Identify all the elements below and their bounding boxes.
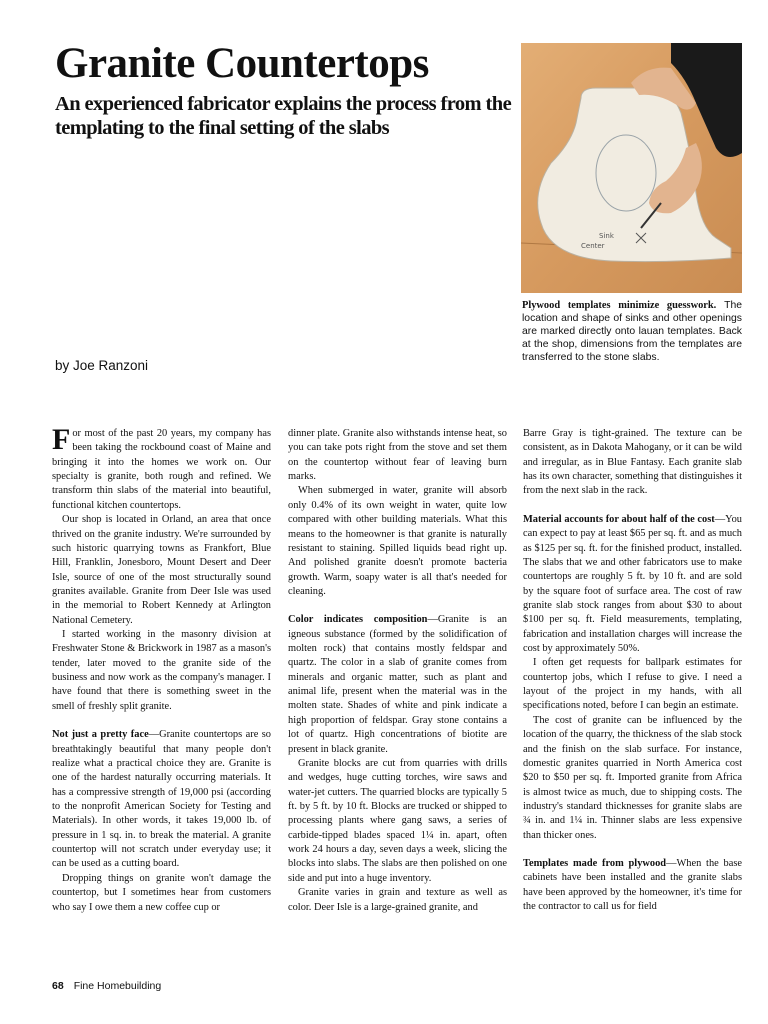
section-heading: Color indicates composition bbox=[288, 614, 428, 626]
page-footer bbox=[52, 980, 161, 992]
paragraph-text: —When the base cabinets have been installed and the granite slabs have been approved by the homeowner, it's time for the contractor to call us for field bbox=[523, 858, 742, 913]
section-paragraph bbox=[52, 728, 271, 872]
paragraph: Granite varies in grain and texture as well as color. Deer Isle is a large-grained granite, and bbox=[288, 887, 507, 913]
column-3 bbox=[523, 427, 742, 915]
paragraph: When submerged in water, granite will absorb only 0.4% of its own weight in water, quite low compared with other building materials. What this means to the homeowner is that granite is naturally resistant to staining. Spilled liquids bead right up. And polished granite doesn't promote bacteria growth. Warm, soapy water is all that's needed for cleaning. bbox=[288, 485, 507, 597]
paragraph bbox=[52, 423, 271, 513]
section-heading: Material accounts for about half of the cost bbox=[523, 513, 715, 525]
paragraph: dinner plate. Granite also withstands intense heat, so you can take pots right from the stove and set them on the countertop without fear of leaving burn marks. bbox=[288, 428, 507, 483]
paragraph: The cost of granite can be influenced by the location of the quarry, the thickness of the slab stock and the finish on the slab surface. For instance, domestic granites quarried in North America cost $20 to $50 per sq. ft. Imported granite from Africa is almost twice as much, due to shipping costs. The industry's standard thicknesses for granite slabs are ¾ in. and 1¼ in. Thinner slabs are less expensive than thicker ones. bbox=[523, 714, 742, 841]
template-mark-sink: Sink bbox=[599, 232, 614, 240]
article-subtitle: An experienced fabricator explains the process from the templating to the final setting of the slabs bbox=[55, 93, 512, 140]
paragraph: Dropping things on granite won't damage the countertop, but I sometimes hear from customers who say I owe them a new coffee cup or bbox=[52, 872, 271, 913]
paragraph-text: —Granite is an igneous substance (formed by the solidification of molten rock) that contains mostly feldspar and quartz. The color in a slab of granite comes from minerals and organic matter, such as plant and animal life, present when the material was in the molten state. Shades of white and pink indicate a high proportion of feldspar. Gray stone contains a lot of quartz. High concentrations of biotite are present in black granite. bbox=[288, 614, 508, 755]
paragraph-text: —You can expect to pay at least $65 per sq. ft. and as much as $125 per sq. ft. for the finished product, installed. The slabs that we and other fabricators use to make countertops are roughly 5 ft. by 10 ft. and are sold by the square foot of surface area. The cost of raw granite slab stock ranges from about $30 to about $100 per sq. ft. Field measurements, templating, fabrication and installation charges will increase the cost by approximately 50%. bbox=[523, 513, 742, 655]
paragraph-text: —Granite countertops are so breathtakingly beautiful that many people don't realize what a practical choice they are. Granite is one of the hardest naturally occurring materials. It has a compressive strength of 19,000 psi (according to the nonprofit American Society for Testing and Materials). In other words, it takes 19,000 lb. of pressure in 1 sq. in. to break the material. A granite countertop will not scratch under everyday use; it can be used as a cutting board. bbox=[52, 729, 271, 870]
page-number: 68 bbox=[52, 980, 64, 992]
caption-body: The location and shape of sinks and other openings are marked directly onto lauan templates. Back at the shop, dimensions from the templates are transferred to the stone slabs. bbox=[522, 300, 742, 363]
drop-cap: F bbox=[52, 423, 71, 456]
section-paragraph bbox=[523, 857, 742, 914]
byline: by Joe Ranzoni bbox=[55, 358, 149, 373]
section-heading: Not just a pretty face bbox=[52, 729, 149, 741]
template-mark-center: Center bbox=[581, 242, 605, 250]
photo-illustration bbox=[521, 43, 742, 293]
photo-plywood-template bbox=[521, 43, 742, 293]
paragraph: I often get requests for ballpark estimates for countertop jobs, which I refuse to give. I need a layout of the project in my hands, with all specifications noted, before I can begin an estimate. bbox=[523, 657, 742, 712]
photo-caption bbox=[522, 299, 742, 364]
column-2 bbox=[288, 427, 507, 915]
magazine-name: Fine Homebuilding bbox=[73, 980, 162, 992]
column-1 bbox=[52, 423, 271, 915]
article-title: Granite Countertops bbox=[55, 40, 429, 87]
section-heading: Templates made from plywood bbox=[523, 858, 667, 870]
paragraph: I started working in the masonry division at Freshwater Stone & Brickwork in 1987 as a mason's tender, later moved to the granite side of the business and now work as the company's manager. I have found that there is something sweet in the smell of freshly split granite. bbox=[52, 629, 271, 712]
paragraph: Our shop is located in Orland, an area that once thrived on the granite industry. We're surrounded by such historic quarrying towns as Frankfort, Blue Hill, Franklin, Jonesboro, Mount Desert and Deer Isle, source of one of the most structurally sound granites available. Granite from Deer Isle was used in the memorial to Robert Kennedy at Arlington National Cemetery. bbox=[52, 514, 271, 626]
section-paragraph bbox=[523, 513, 742, 657]
section-paragraph bbox=[288, 613, 507, 757]
paragraph: Barre Gray is tight-grained. The texture can be consistent, as in Dakota Mahogany, or it can be wild and irregular, as in Blue Fantasy. Each granite slab has its own character, something that distinguishes it from the next slab in the rack. bbox=[523, 428, 742, 497]
paragraph: Granite blocks are cut from quarries with drills and wedges, huge cutting torches, wire saws and water-jet cutters. The quarried blocks are typically 5 ft. by 5 ft. by 10 ft. Blocks are trucked or shipped to processing plants where gang saws, a series of carbide-tipped blades spaced 1¼ in. apart, often work 24 hours a day, seven days a week, slicing the blocks into slabs. The slabs are then polished on one side and put into a huge inventory. bbox=[288, 757, 507, 884]
paragraph-text: or most of the past 20 years, my company has been taking the rockbound coast of Maine and bringing it into the homes we work on. Our specialty is granite, both rough and refined. We transform thin slabs of the material into beautiful, functional kitchen countertops. bbox=[52, 428, 271, 511]
caption-headline: Plywood templates minimize guesswork. bbox=[522, 300, 717, 311]
